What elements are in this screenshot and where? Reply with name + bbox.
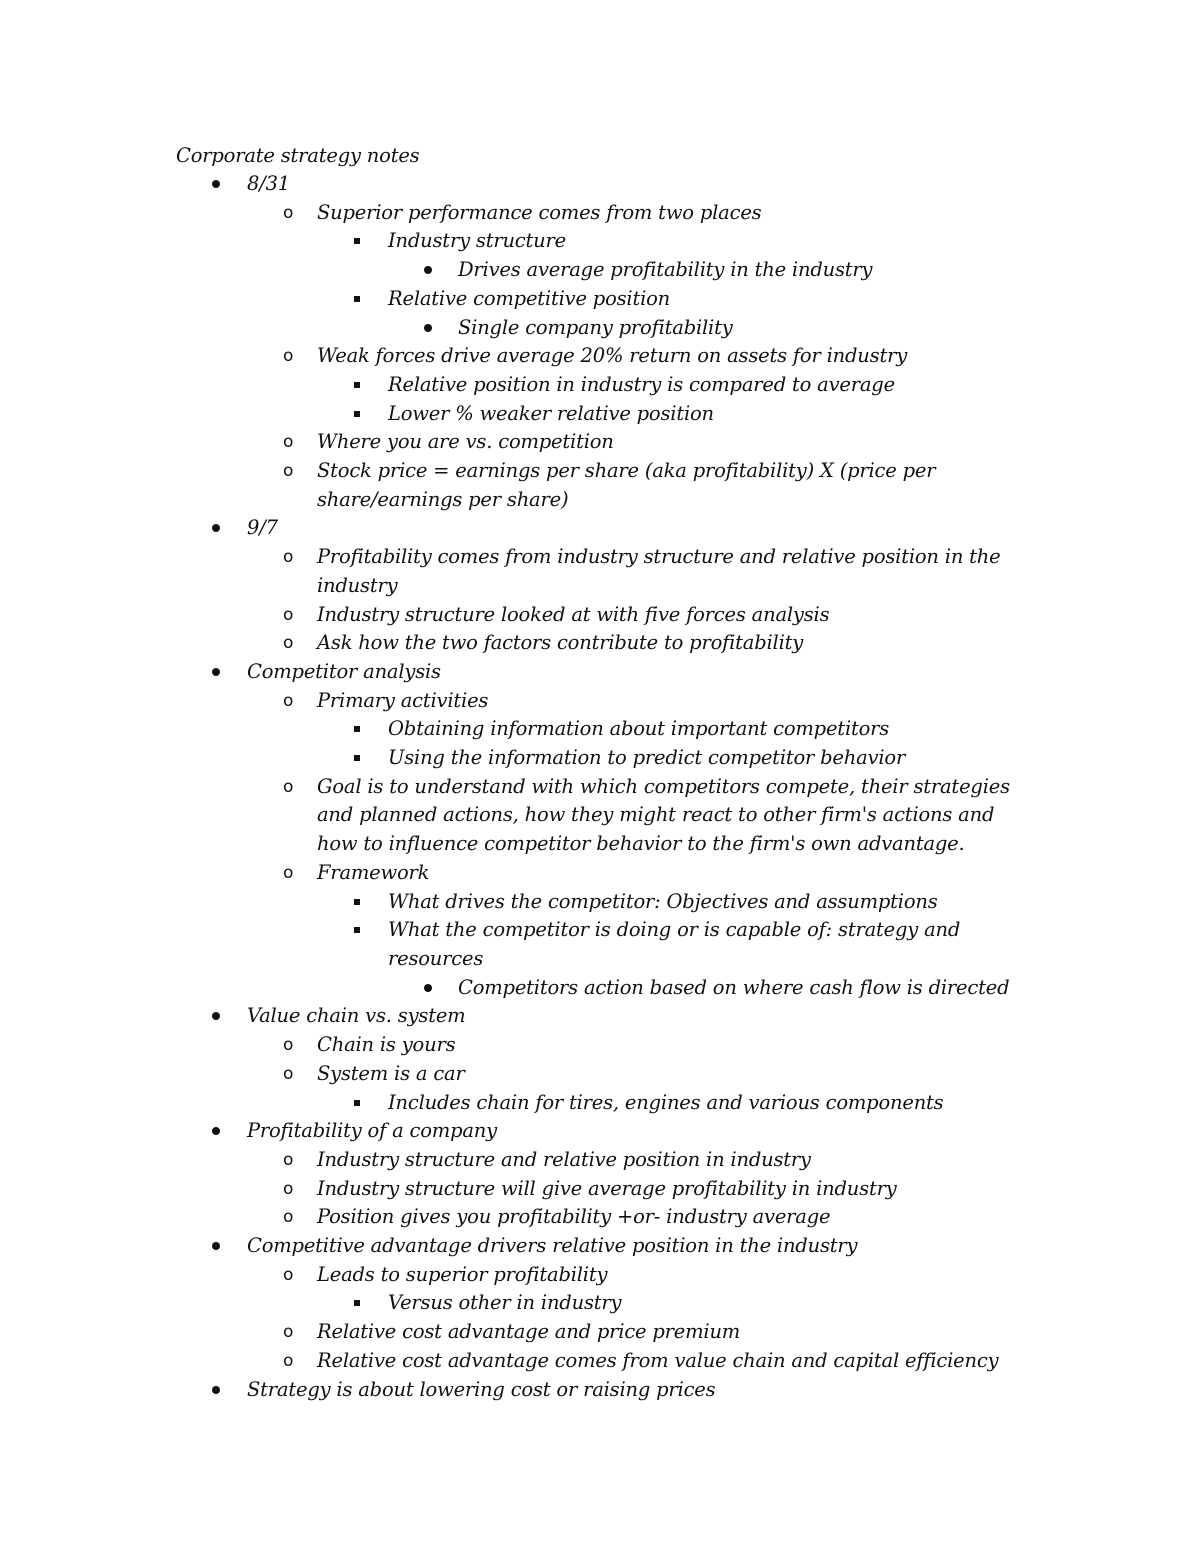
outline-item-text: Competitor analysis <box>247 659 441 683</box>
bullet-circle-icon: o <box>283 432 294 453</box>
outline-item-level-3 <box>0 888 1200 917</box>
outline-item-level-2 <box>0 687 1200 716</box>
notes-outline <box>0 170 1200 1404</box>
outline-item-text: 9/7 <box>247 516 278 540</box>
outline-item-text: Industry structure and relative position in industry <box>317 1147 811 1171</box>
outline-item-level-1 <box>0 658 1200 687</box>
outline-item-level-3 <box>0 715 1200 744</box>
outline-item-level-2 <box>0 1060 1200 1089</box>
outline-item-text: Where you are vs. competition <box>317 430 614 454</box>
outline-item-level-2 <box>0 773 1200 859</box>
bullet-circle-icon: o <box>283 776 294 797</box>
bullet-circle-icon: o <box>283 1149 294 1170</box>
outline-item-level-2 <box>0 629 1200 658</box>
outline-item-text: Relative cost advantage comes from value chain and capital efficiency <box>317 1348 999 1372</box>
outline-item-text: Relative position in industry is compared to average <box>388 372 895 396</box>
outline-item-level-3 <box>0 371 1200 400</box>
outline-item-text: Drives average profitability in the industry <box>458 258 873 282</box>
outline-item-level-2 <box>0 859 1200 888</box>
outline-item-level-3 <box>0 227 1200 256</box>
outline-item-level-2 <box>0 1261 1200 1290</box>
bullet-circle-icon: o <box>283 547 294 568</box>
outline-item-level-2 <box>0 199 1200 228</box>
outline-item-text: Ask how the two factors contribute to profitability <box>317 631 804 655</box>
bullet-circle-icon: o <box>283 1350 294 1371</box>
bullet-circle-icon: o <box>283 1178 294 1199</box>
outline-item-text: Single company profitability <box>458 315 733 339</box>
outline-item-level-1 <box>0 1117 1200 1146</box>
outline-item-text: Industry structure looked at with five forces analysis <box>317 602 830 626</box>
outline-item-text: Position gives you profitability +or- industry average <box>317 1205 831 1229</box>
outline-item-level-2 <box>0 428 1200 457</box>
bullet-circle-icon: o <box>283 1264 294 1285</box>
outline-item-level-2 <box>0 1175 1200 1204</box>
outline-item-level-3 <box>0 400 1200 429</box>
outline-item-text: Leads to superior profitability <box>317 1262 608 1286</box>
outline-item-level-3 <box>0 916 1200 973</box>
outline-item-text: Relative competitive position <box>388 286 671 310</box>
bullet-circle-icon: o <box>283 862 294 883</box>
outline-item-level-2 <box>0 1318 1200 1347</box>
outline-item-text: Includes chain for tires, engines and various components <box>388 1090 944 1114</box>
outline-item-level-1 <box>0 1002 1200 1031</box>
outline-item-text: Weak forces drive average 20% return on assets for industry <box>317 344 908 368</box>
bullet-circle-icon: o <box>283 1322 294 1343</box>
outline-item-text: Profitability comes from industry structure and relative position in the industry <box>317 545 1001 597</box>
outline-item-text: Versus other in industry <box>388 1291 622 1315</box>
bullet-circle-icon: o <box>283 1035 294 1056</box>
outline-item-level-4 <box>0 974 1200 1003</box>
outline-item-text: Chain is yours <box>317 1033 456 1057</box>
bullet-circle-icon: o <box>283 461 294 482</box>
outline-item-text: System is a car <box>317 1061 465 1085</box>
outline-item-text: Industry structure will give average profitability in industry <box>317 1176 897 1200</box>
outline-item-level-2 <box>0 1146 1200 1175</box>
bullet-circle-icon: o <box>283 202 294 223</box>
bullet-circle-icon: o <box>283 690 294 711</box>
outline-item-level-2 <box>0 1031 1200 1060</box>
outline-item-text: Superior performance comes from two places <box>317 200 762 224</box>
outline-item-text: 8/31 <box>247 172 290 195</box>
outline-item-level-2 <box>0 457 1200 514</box>
outline-item-text: Value chain vs. system <box>247 1004 466 1028</box>
outline-item-level-3 <box>0 285 1200 314</box>
outline-item-text: Goal is to understand with which competitors compete, their strategies and planned actions, how they might react to other firm's actions and how to influence competitor behavior to the firm's own advantage. <box>317 774 1010 856</box>
outline-item-level-1 <box>0 1376 1200 1405</box>
outline-item-level-4 <box>0 314 1200 343</box>
outline-item-level-1 <box>0 1232 1200 1261</box>
outline-item-level-2 <box>0 543 1200 600</box>
bullet-circle-icon: o <box>283 633 294 654</box>
outline-item-text: Lower % weaker relative position <box>388 401 714 425</box>
outline-item-level-4 <box>0 256 1200 285</box>
outline-item-text: Primary activities <box>317 688 489 712</box>
outline-item-text: Using the information to predict competitor behavior <box>388 746 906 770</box>
outline-item-level-3 <box>0 1289 1200 1318</box>
outline-item-text: Strategy is about lowering cost or raising prices <box>247 1377 716 1401</box>
outline-item-level-2 <box>0 1347 1200 1376</box>
outline-item-text: Obtaining information about important competitors <box>388 717 890 741</box>
outline-item-level-2 <box>0 1203 1200 1232</box>
outline-item-text: Profitability of a company <box>247 1119 497 1143</box>
document-title: Corporate strategy notes <box>176 144 420 167</box>
outline-item-text: Competitors action based on where cash flow is directed <box>458 975 1010 999</box>
outline-item-level-2 <box>0 342 1200 371</box>
outline-item-level-1 <box>0 170 1200 199</box>
bullet-circle-icon: o <box>283 1207 294 1228</box>
outline-item-level-3 <box>0 1089 1200 1118</box>
outline-item-text: Stock price = earnings per share (aka profitability) X (price per share/earnings per share) <box>317 459 936 511</box>
outline-item-text: What the competitor is doing or is capable of: strategy and resources <box>388 918 961 970</box>
bullet-circle-icon: o <box>283 346 294 367</box>
outline-item-level-3 <box>0 744 1200 773</box>
outline-item-text: Industry structure <box>388 229 566 253</box>
outline-item-text: What drives the competitor: Objectives and assumptions <box>388 889 938 913</box>
bullet-circle-icon: o <box>283 1063 294 1084</box>
bullet-circle-icon: o <box>283 604 294 625</box>
outline-item-text: Competitive advantage drivers relative position in the industry <box>247 1234 858 1258</box>
outline-item-text: Framework <box>317 860 430 884</box>
outline-item-level-1 <box>0 514 1200 543</box>
outline-item-level-2 <box>0 601 1200 630</box>
outline-item-text: Relative cost advantage and price premium <box>317 1320 741 1344</box>
